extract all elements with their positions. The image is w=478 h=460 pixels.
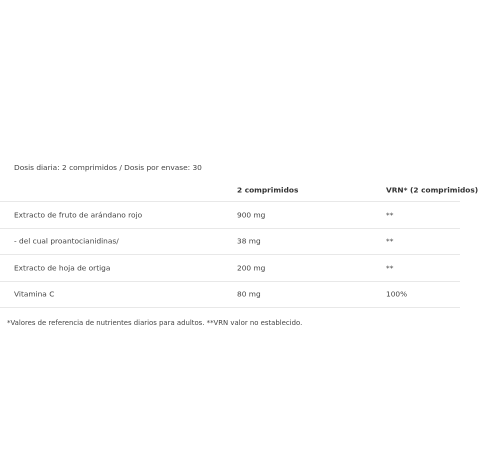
- header-amount: 2 comprimidos: [237, 185, 299, 194]
- table-header-row: [0, 178, 478, 202]
- ingredient-name: Extracto de fruto de arándano rojo: [14, 210, 143, 220]
- ingredient-amount: 80 mg: [237, 289, 261, 299]
- table-row: [0, 229, 460, 256]
- table-row: [0, 202, 460, 229]
- ingredient-nrv: **: [386, 236, 394, 246]
- ingredient-name: - del cual proantocianidinas/: [14, 236, 119, 246]
- ingredient-amount: 38 mg: [237, 236, 261, 246]
- dosage-intro: Dosis diaria: 2 comprimidos / Dosis por envase: 30: [14, 163, 202, 172]
- ingredient-nrv: **: [386, 210, 394, 220]
- ingredient-amount: 900 mg: [237, 210, 266, 220]
- table-row: [0, 255, 460, 282]
- header-nrv: VRN* (2 comprimidos): [386, 185, 478, 194]
- table-row: [0, 282, 460, 309]
- ingredient-nrv: **: [386, 263, 394, 273]
- nutrition-table: [0, 178, 478, 308]
- ingredient-amount: 200 mg: [237, 263, 266, 273]
- ingredient-name: Vitamina C: [14, 289, 55, 299]
- ingredient-nrv: 100%: [386, 289, 408, 299]
- footnote: *Valores de referencia de nutrientes diarios para adultos. **VRN valor no establecido.: [7, 319, 303, 327]
- ingredient-name: Extracto de hoja de ortiga: [14, 263, 111, 273]
